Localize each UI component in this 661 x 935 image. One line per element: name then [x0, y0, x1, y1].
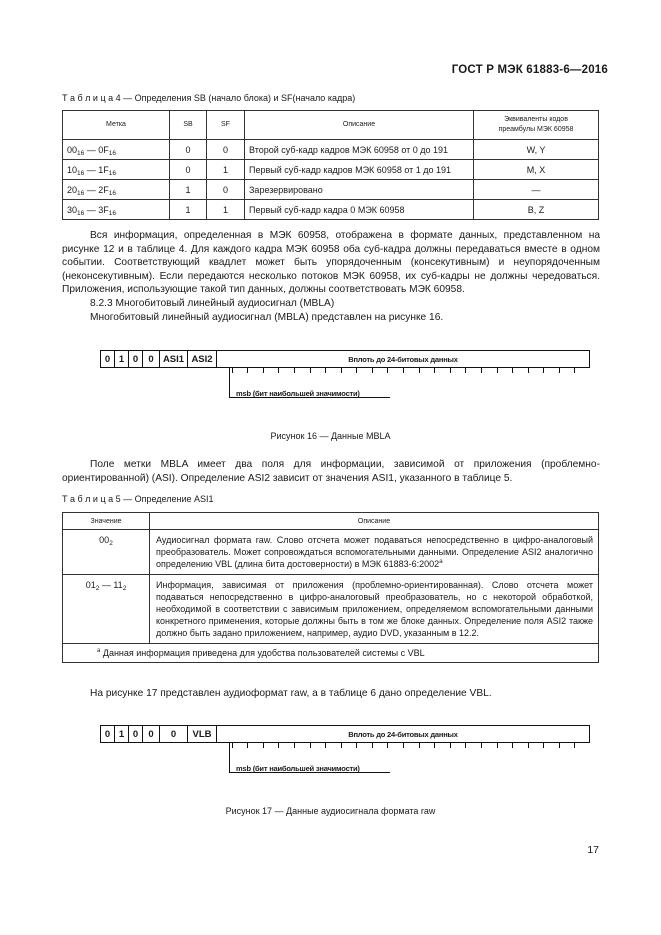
bit-tick	[278, 743, 279, 748]
table4-header-sb: SB	[170, 111, 207, 140]
figure17-ticks	[216, 743, 590, 753]
bit-tick	[372, 743, 373, 748]
bit-tick	[341, 743, 342, 748]
table4-equiv-cell: —	[474, 180, 599, 200]
bit-tick	[465, 368, 466, 373]
bit-tick	[528, 368, 529, 373]
table5-header-row	[63, 513, 599, 530]
table-row	[63, 140, 599, 160]
table4-sb-cell: 0	[170, 140, 207, 160]
bit-tick	[263, 743, 264, 748]
bit-cell: 0	[101, 351, 115, 367]
bit-tick	[403, 743, 404, 748]
bit-tick	[356, 743, 357, 748]
table-row	[63, 574, 599, 643]
table5-value-cell: $01_2$ — $11_2$	[63, 574, 150, 643]
bit-tick	[310, 743, 311, 748]
bit-tick	[528, 743, 529, 748]
table4-desc-cell: Второй суб-кадр кадров МЭК 60958 от 0 до 191	[245, 140, 474, 160]
bit-cell: 0	[143, 726, 160, 742]
table-row	[63, 530, 599, 575]
asi1-cell: 0	[160, 726, 188, 742]
table5-value-cell: $00_2$	[63, 530, 150, 575]
table4-header-label: Метка	[63, 111, 170, 140]
figure16-msb-pointer	[229, 368, 230, 398]
bit-tick	[403, 368, 404, 373]
table5-footnote: $^a$ Данная информация приведена для удобства пользователей системы с VBL	[63, 643, 599, 662]
bit-tick	[481, 368, 482, 373]
figure17-bitfield	[100, 725, 590, 743]
bit-tick	[465, 743, 466, 748]
table5-header-value: Значение	[63, 513, 150, 530]
vlb-cell: VLB	[188, 726, 217, 742]
bit-tick	[543, 743, 544, 748]
bit-tick	[341, 368, 342, 373]
figure17-caption: Рисунок 17 — Данные аудиосигнала формата raw	[225, 806, 436, 816]
table4-sb-cell: 1	[170, 200, 207, 220]
bit-tick	[574, 743, 575, 748]
paragraph-1: Вся информация, определенная в МЭК 60958, отображена в формате данных, представленном на рисунке 12 и в таблице 4. Для каждого кадра МЭК 60958 оба суб-кадра должны передаваться вместе в одном событии. Соответствующий квадлет может быть упорядоченным (консекутивным) и неупорядоченным (неконсекутивным). Если передаются несколько потоков МЭК 60958, их суб-кадры не должны чередоваться. Приложения, использующие такой тип данных, должны соответствовать МЭК 60958. 8.2.3 Многобитовый линейный аудиосигнал (MBLA) Многобитовый линейный аудиосигнал (MBLA) представлен на рисунке 16.	[62, 230, 600, 323]
document-header: ГОСТ Р МЭК 61883-6—2016	[451, 64, 608, 76]
table4-header-equiv	[474, 111, 599, 140]
figure16-ticks	[216, 368, 590, 378]
table4-equiv-cell: M, X	[474, 160, 599, 180]
table5-caption: Т а б л и ц а 5 — Определение ASI1	[62, 494, 214, 504]
table5-desc-cell: Аудиосигнал формата raw. Слово отсчета может подаваться непосредственно в цифро-аналоговый преобразователь. Может сопровождаться вспомогательными данными. Определение ASI2 аналогично определению VBL (длина бита достоверности) в МЭК 61883-6:2002$^a$	[150, 530, 599, 575]
table-row	[63, 180, 599, 200]
table4-caption: Т а б л и ц а 4 — Определения SB (начало блока) и SF(начало кадра)	[62, 93, 356, 103]
bit-tick	[543, 368, 544, 373]
table4-equiv-cell: W, Y	[474, 140, 599, 160]
bit-cell: 0	[143, 351, 160, 367]
bit-tick	[356, 368, 357, 373]
table-row	[63, 200, 599, 220]
bit-cell: 1	[115, 351, 129, 367]
table-row	[63, 160, 599, 180]
paragraph-2: Многобитовый линейный аудиосигнал (MBLA) представлен на рисунке 16.	[90, 311, 444, 323]
table4-sf-cell: 0	[207, 140, 245, 160]
table4-header-sf: SF	[207, 111, 245, 140]
table5-header-desc: Описание	[150, 513, 599, 530]
table4-sb-cell: 1	[170, 180, 207, 200]
bit-tick	[232, 368, 233, 373]
bit-tick	[247, 743, 248, 748]
asi1-cell: ASI1	[160, 351, 188, 367]
page-number: 17	[587, 844, 599, 856]
bit-cell: 0	[129, 726, 143, 742]
figure16-caption: Рисунок 16 — Данные MBLA	[270, 431, 391, 441]
bit-tick	[387, 743, 388, 748]
bit-tick	[419, 743, 420, 748]
table4-sf-cell: 0	[207, 180, 245, 200]
table5	[62, 512, 599, 663]
bit-cell: 0	[129, 351, 143, 367]
table4-header-row	[63, 111, 599, 140]
table4-desc-cell: Первый суб-кадр кадров МЭК 60958 от 1 до 191	[245, 160, 474, 180]
bit-tick	[559, 368, 560, 373]
bit-tick	[497, 368, 498, 373]
table4-header-equiv-line2: преамбулы МЭК 60958	[498, 126, 574, 133]
bit-tick	[263, 368, 264, 373]
bit-tick	[278, 368, 279, 373]
bit-tick	[419, 368, 420, 373]
section-heading: 8.2.3 Многобитовый линейный аудиосигнал (MBLA)	[90, 297, 335, 309]
bit-tick	[294, 743, 295, 748]
figure17-msb-pointer	[229, 743, 230, 773]
figure16-msb-label: msb (бит наибольшей значимости)	[236, 389, 360, 398]
bit-tick	[372, 368, 373, 373]
table4-label-cell: $20_{16}$ — $2F_{16}$	[63, 180, 170, 200]
bit-tick	[294, 368, 295, 373]
table4-sb-cell: 0	[170, 160, 207, 180]
table5-footnote-row	[63, 643, 599, 662]
paragraph-3: Поле метки MBLA имеет два поля для информации, зависимой от приложения (проблемно-ориентированной) (ASI). Определение ASI2 зависит от значения ASI1, указанного в таблице 5.	[62, 459, 600, 484]
table4-desc-cell: Первый суб-кадр кадра 0 МЭК 60958	[245, 200, 474, 220]
bit-tick	[512, 743, 513, 748]
figure16-bitfield	[100, 350, 590, 368]
table4-desc-cell: Зарезервировано	[245, 180, 474, 200]
bit-tick	[232, 743, 233, 748]
table4-label-cell: $00_{16}$ — $0F_{16}$	[63, 140, 170, 160]
bit-tick	[497, 743, 498, 748]
data-field-cell: Вплоть до 24-битовых данных	[348, 729, 458, 739]
table4-sf-cell: 1	[207, 160, 245, 180]
bit-tick	[481, 743, 482, 748]
table4-equiv-cell: B, Z	[474, 200, 599, 220]
bit-tick	[325, 368, 326, 373]
bit-tick	[450, 743, 451, 748]
bit-tick	[434, 368, 435, 373]
figure17-msb-label: msb (бит наибольшей значимости)	[236, 764, 360, 773]
bit-tick	[387, 368, 388, 373]
table4-header-equiv-line1: Эквиваленты кодов	[504, 116, 568, 123]
bit-cell: 1	[115, 726, 129, 742]
asi2-cell: ASI2	[188, 351, 217, 367]
data-field-cell: Вплоть до 24-битовых данных	[348, 354, 458, 364]
table4-label-cell: $10_{16}$ — $1F_{16}$	[63, 160, 170, 180]
paragraph-4: На рисунке 17 представлен аудиоформат raw, а в таблице 6 дано определение VBL.	[90, 688, 492, 699]
bit-cell: 0	[101, 726, 115, 742]
table4-sf-cell: 1	[207, 200, 245, 220]
bit-tick	[574, 368, 575, 373]
bit-tick	[310, 368, 311, 373]
bit-tick	[247, 368, 248, 373]
table5-desc-cell: Информация, зависимая от приложения (проблемно-ориентированная). Слово отсчета может подаваться непосредственно в цифро-аналоговый преобразователь, но с некоторой обработкой, необходимой в соответствии с зависимым приложением, определяемом вспомогательными данными конкретного применения, которые должны быть в том же блоке данных. Определение поля ASI2 также должно быть задано приложением, например, аудио DVD, указанным в 12.2.	[150, 574, 599, 643]
table4-label-cell: $30_{16}$ — $3F_{16}$	[63, 200, 170, 220]
table4	[62, 110, 599, 220]
bit-tick	[325, 743, 326, 748]
bit-tick	[434, 743, 435, 748]
table4-header-desc: Описание	[245, 111, 474, 140]
bit-tick	[450, 368, 451, 373]
bit-tick	[559, 743, 560, 748]
bit-tick	[512, 368, 513, 373]
